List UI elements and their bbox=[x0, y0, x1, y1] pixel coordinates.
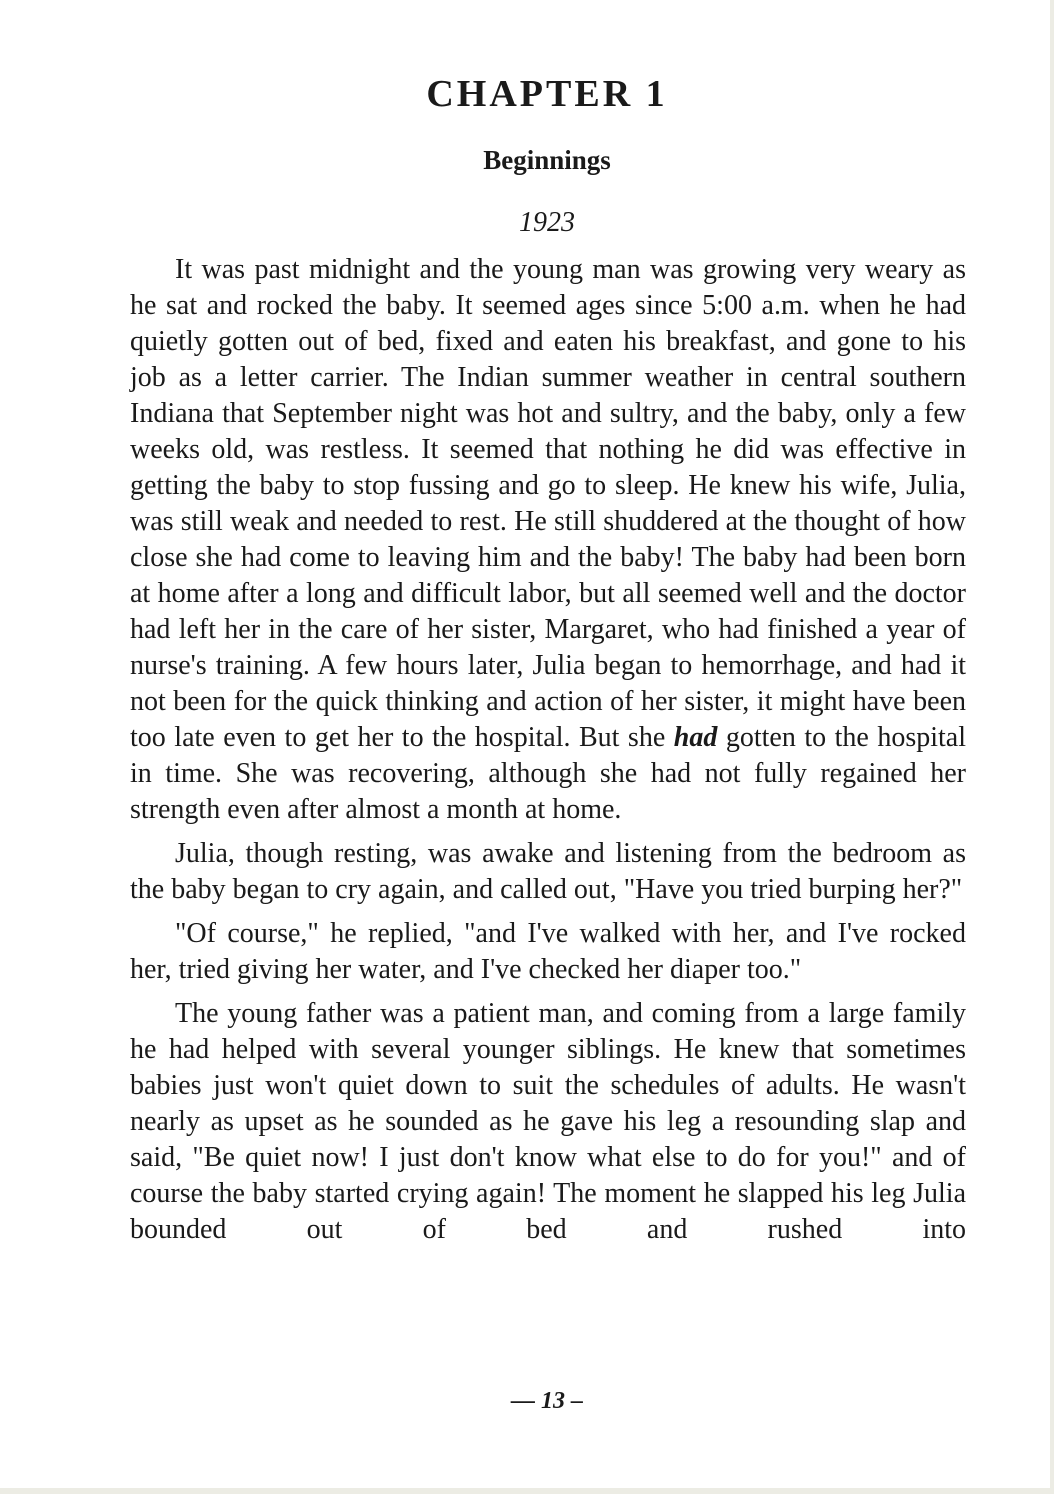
chapter-body bbox=[130, 252, 966, 1256]
paragraph-1-text-start: It was past midnight and the young man was growing very weary as he sat and rocked the baby. It seemed ages since 5:00 a.m. when he had quietly gotten out of bed, fixed and eaten his breakfast, and gone to his job as a letter carrier. The Indian summer weather in central southern Indiana that September night was hot and sultry, and the baby, only a few weeks old, was restless. It seemed that nothing he did was effective in getting the baby to stop fussing and go to sleep. He knew his wife, Julia, was still weak and needed to rest. He still shuddered at the thought of how close she had come to leaving him and the baby! The baby had been born at home after a long and difficult labor, but all seemed well and the doctor had left her in the care of her sister, Margaret, who had finished a year of nurse's training. A few hours later, Julia began to hemorrhage, and had it not been for the quick thinking and action of her sister, it might have been too late even to get her to the hospital. But she bbox=[130, 254, 966, 753]
chapter-title: CHAPTER 1 bbox=[426, 73, 668, 115]
page-number: — 13 – bbox=[511, 1388, 583, 1414]
chapter-year: 1923 bbox=[519, 207, 575, 238]
paragraph-2: Julia, though resting, was awake and listening from the bedroom as the baby began to cry again, and called out, "Have you tried burping her?" bbox=[130, 838, 966, 905]
paragraph-1 bbox=[130, 252, 966, 828]
chapter-subtitle: Beginnings bbox=[483, 145, 611, 175]
paragraph-3: "Of course," he replied, "and I've walked with her, and I've rocked her, tried giving her water, and I've checked her diaper too." bbox=[130, 918, 966, 985]
paragraph-4: The young father was a patient man, and coming from a large family he had helped with several younger siblings. He knew that sometimes babies just won't quiet down to suit the schedules of adults. He wasn't nearly as upset as he sounded as he gave his leg a resounding slap and said, "Be quiet now! I just don't know what else to do for you!" and of course the baby started crying again! The moment he slapped his leg Julia bounded out of bed and rushed into bbox=[130, 998, 966, 1245]
paragraph-1-emphasis: had bbox=[673, 722, 718, 753]
paragraph-1-text-end: gotten to the hospital in time. She was recovering, although she had not fully regained her strength even after almost a month at home. bbox=[130, 722, 966, 825]
